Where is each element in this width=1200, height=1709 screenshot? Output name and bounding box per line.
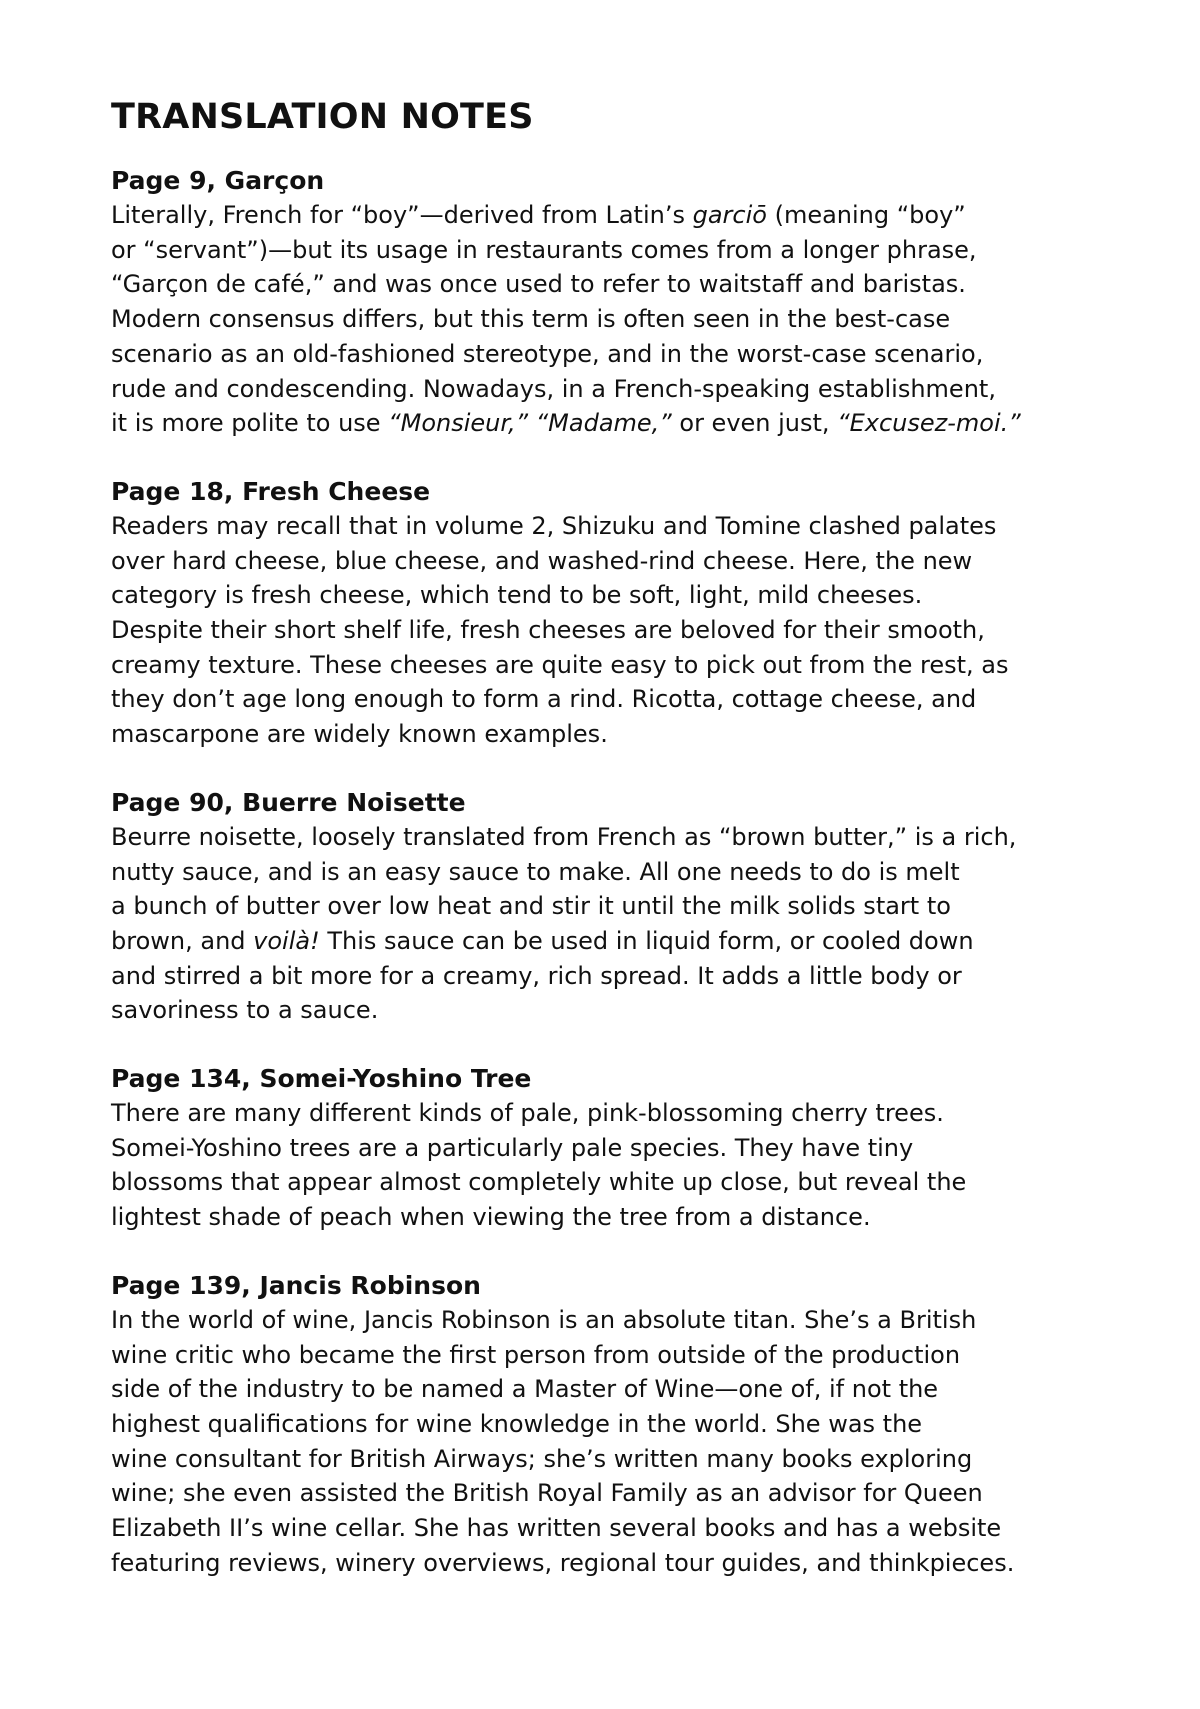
note-line — [111, 1096, 1121, 1131]
text-run: side of the industry to be named a Master of Wine—one of, if not the — [111, 1375, 939, 1404]
note-line — [111, 337, 1121, 372]
note-line — [111, 1511, 1121, 1546]
note-body — [111, 1303, 1121, 1581]
note-body — [111, 820, 1121, 1028]
note-line — [111, 372, 1121, 407]
note-title: Page 90, Buerre Noisette — [111, 787, 466, 817]
note-line — [111, 613, 1121, 648]
text-run: savoriness to a sauce. — [111, 996, 379, 1025]
text-run: it is more polite to use — [111, 409, 389, 438]
note-section — [111, 1269, 1121, 1581]
note-section — [111, 786, 1121, 1028]
note-line — [111, 1303, 1121, 1338]
notes-list — [111, 164, 1121, 1581]
text-run: lightest shade of peach when viewing the tree from a distance. — [111, 1203, 871, 1232]
note-line — [111, 406, 1121, 441]
note-line — [111, 509, 1121, 544]
note-line — [111, 1338, 1121, 1373]
text-run: Elizabeth II’s wine cellar. She has written several books and has a website — [111, 1514, 1002, 1543]
text-run: In the world of wine, Jancis Robinson is an absolute titan. She’s a British — [111, 1305, 977, 1334]
text-run: Despite their short shelf life, fresh cheeses are beloved for their smooth, — [111, 616, 985, 645]
text-run: featuring reviews, winery overviews, regional tour guides, and thinkpieces. — [111, 1548, 1015, 1577]
note-line — [111, 1131, 1121, 1166]
text-run: (meaning “boy” — [766, 201, 966, 229]
note-line — [111, 302, 1121, 337]
note-body — [111, 198, 1121, 441]
note-line — [111, 820, 1121, 855]
translation-notes-page — [111, 92, 1121, 1615]
note-line — [111, 924, 1121, 959]
text-run: mascarpone are widely known examples. — [111, 720, 608, 749]
text-run: There are many different kinds of pale, pink-blossoming cherry trees. — [111, 1099, 944, 1128]
text-run: they don’t age long enough to form a rind. Ricotta, cottage cheese, and — [111, 685, 977, 714]
text-run: Beurre noisette, loosely translated from French as “brown butter,” is a rich, — [111, 822, 1017, 851]
note-line — [111, 959, 1121, 994]
text-run: rude and condescending. Nowadays, in a French-speaking establishment, — [111, 374, 996, 403]
text-run: wine consultant for British Airways; she’s written many books exploring — [111, 1444, 973, 1473]
text-run: or even just, — [671, 409, 838, 438]
note-body — [111, 509, 1121, 752]
note-line — [111, 1200, 1121, 1235]
note-line — [111, 889, 1121, 924]
text-run: scenario as an old-fashioned stereotype, and in the worst-case scenario, — [111, 339, 984, 368]
note-line — [111, 1546, 1121, 1581]
text-run: Modern consensus differs, but this term is often seen in the best-case — [111, 305, 951, 334]
text-run: brown, and — [111, 926, 254, 955]
text-run: Somei-Yoshino trees are a particularly pale species. They have tiny — [111, 1133, 914, 1162]
text-run: blossoms that appear almost completely white up close, but reveal the — [111, 1168, 967, 1197]
page-title: TRANSLATION NOTES — [111, 97, 534, 137]
note-section — [111, 164, 1121, 441]
text-run: and stirred a bit more for a creamy, rich spread. It adds a little body or — [111, 961, 962, 990]
note-line — [111, 1372, 1121, 1407]
text-run: category is fresh cheese, which tend to be soft, light, mild cheeses. — [111, 581, 923, 610]
italic-text: “Monsieur,” “Madame,” — [388, 409, 672, 438]
note-section — [111, 475, 1121, 752]
note-line — [111, 1407, 1121, 1442]
note-title: Page 134, Somei-Yoshino Tree — [111, 1064, 532, 1094]
text-run: This sauce can be used in liquid form, or cooled down — [319, 926, 974, 955]
text-run: highest qualifications for wine knowledge in the world. She was the — [111, 1409, 923, 1438]
text-run: or “servant”)—but its usage in restaurants comes from a longer phrase, — [111, 235, 977, 264]
note-body — [111, 1096, 1121, 1235]
note-line — [111, 233, 1121, 268]
note-section — [111, 1062, 1121, 1235]
note-line — [111, 1442, 1121, 1477]
note-line — [111, 855, 1121, 890]
text-run: wine; she even assisted the British Royal Family as an advisor for Queen — [111, 1479, 983, 1508]
note-line — [111, 1476, 1121, 1511]
text-run: Literally, French for “boy”—derived from Latin’s — [111, 201, 693, 229]
text-run: over hard cheese, blue cheese, and washed-rind cheese. Here, the new — [111, 546, 973, 575]
note-line — [111, 578, 1121, 613]
text-run: wine critic who became the first person from outside of the production — [111, 1340, 961, 1369]
note-title: Page 18, Fresh Cheese — [111, 476, 431, 506]
text-run: a bunch of butter over low heat and stir it until the milk solids start to — [111, 892, 951, 921]
note-line — [111, 267, 1121, 302]
note-line — [111, 682, 1121, 717]
text-run: creamy texture. These cheeses are quite easy to pick out from the rest, as — [111, 650, 1009, 679]
note-line — [111, 544, 1121, 579]
italic-text: garciō — [692, 201, 767, 229]
note-title: Page 9, Garçon — [111, 166, 325, 195]
note-line — [111, 648, 1121, 683]
note-line — [111, 717, 1121, 752]
text-run: “Garçon de café,” and was once used to refer to waitstaff and baristas. — [111, 270, 966, 299]
note-line — [111, 993, 1121, 1028]
note-line — [111, 198, 1121, 233]
italic-text: voilà! — [253, 926, 320, 955]
note-title: Page 139, Jancis Robinson — [111, 1270, 481, 1300]
text-run: Readers may recall that in volume 2, Shizuku and Tomine clashed palates — [111, 511, 997, 540]
italic-text: “Excusez-moi.” — [837, 409, 1021, 438]
text-run: nutty sauce, and is an easy sauce to make. All one needs to do is melt — [111, 857, 960, 886]
note-line — [111, 1165, 1121, 1200]
